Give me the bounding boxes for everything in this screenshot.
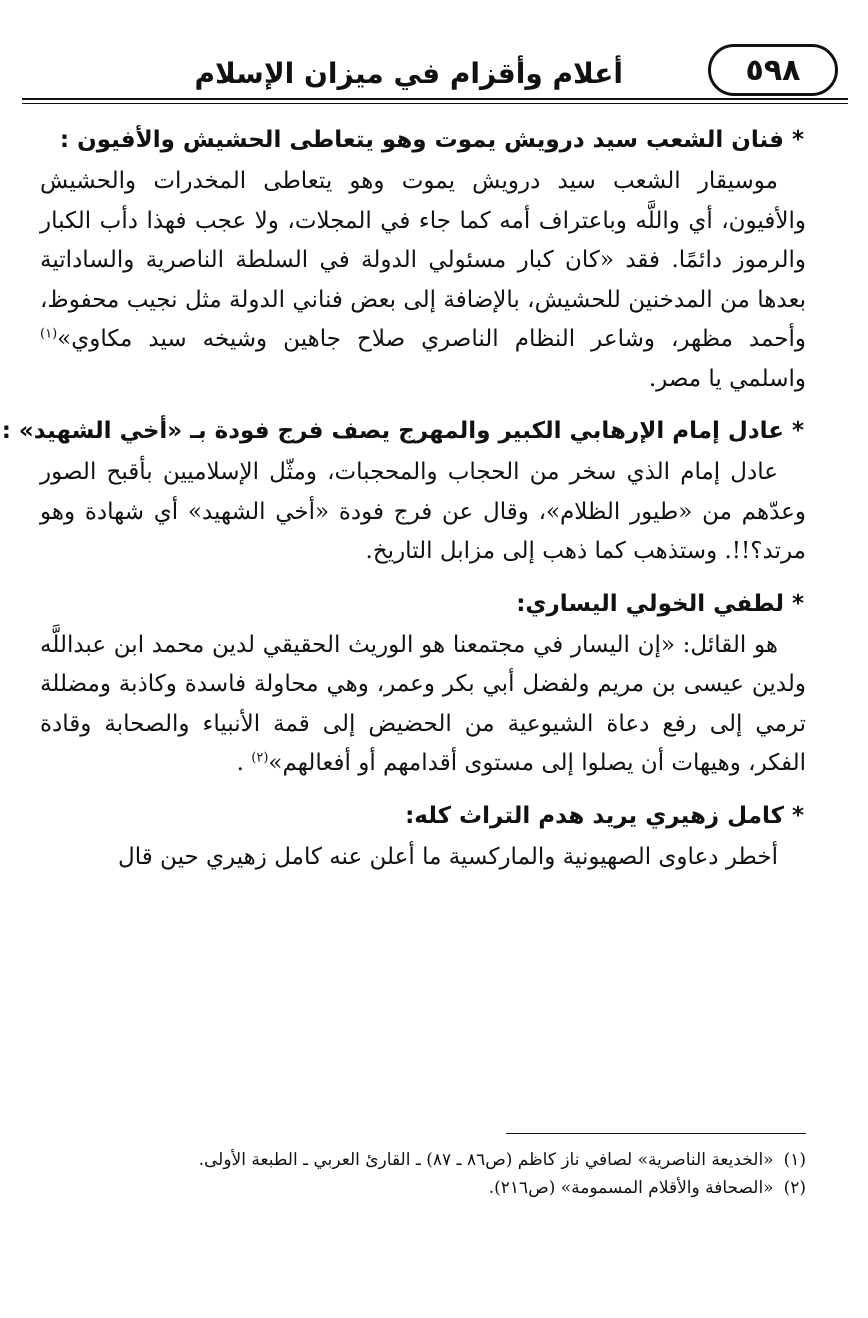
- heading-text: عادل إمام الإرهابي الكبير والمهرج يصف فرج فودة بـ «أخي الشهيد» :: [1, 418, 784, 444]
- section-lutfi-khouli: [40, 584, 806, 784]
- running-header: [22, 44, 848, 106]
- footnote-separator: [506, 1133, 806, 1134]
- section-paragraph: [40, 162, 806, 399]
- paragraph-text: .: [236, 750, 252, 776]
- section-paragraph: [40, 838, 806, 878]
- asterisk-marker: *: [791, 590, 804, 617]
- section-kamel-zoheiry: [40, 796, 806, 878]
- book-title: أعلام وأقزام في ميزان الإسلام: [194, 57, 623, 90]
- paragraph-text: موسيقار الشعب سيد درويش يموت وهو يتعاطى المخدرات والحشيش والأفيون، أي واللَّه وباعتراف أمه كما جاء في المجلات، ولا عجب فهذا دأب الكبار والرموز دائمًا. فقد «كان كبار مسئولي الدولة في السلطة الناصرية والساداتية بعدها من المدخنين للحشيش، بالإضافة إلى بعض فناني الدولة مثل نجيب محفوظ، وأحمد مظهر، وشاعر النظام الناصري صلاح جاهين وشيخه سيد مكاوي»: [40, 168, 806, 352]
- spacer: [40, 572, 806, 584]
- asterisk-marker: *: [791, 802, 804, 829]
- footnote-1: [40, 1146, 806, 1174]
- heading-text: لطفي الخولي اليساري:: [516, 590, 784, 617]
- paragraph-text: واسلمي يا مصر.: [648, 365, 806, 392]
- heading-text: فنان الشعب سيد درويش يموت وهو يتعاطى الحشيش والأفيون :: [59, 127, 784, 153]
- main-text: [1, 120, 806, 877]
- footnotes: [40, 1146, 806, 1202]
- footnote-number: (١): [783, 1150, 806, 1170]
- footnote-number: (٢): [783, 1178, 806, 1198]
- footnote-text: «الخديعة الناصرية» لصافي ناز كاظم (ص٨٦ ـ ٨٧) ـ القارئ العربي ـ الطبعة الأولى.: [198, 1150, 774, 1170]
- heading-text: كامل زهيري يريد هدم التراث كله:: [405, 802, 784, 829]
- spacer: [40, 784, 806, 796]
- page-number: ٥٩٨: [708, 44, 838, 96]
- section-paragraph: [40, 626, 806, 784]
- paragraph-text: هو القائل: «إن اليسار في مجتمعنا هو الوريث الحقيقي لدين محمد ابن عبداللَّه ولدين عيسى بن مريم ولفضل أبي بكر وعمر، وهي محاولة فاسدة وكاذبة ومضللة ترمي إلى رفع دعاة الشيوعية من الحضيض إلى قمة الأنبياء والصحابة وقادة الفكر، وهيهات أن يصلوا إلى مستوى أقدامهم أو أفعالهم»: [40, 631, 806, 776]
- section-heading: [40, 796, 806, 836]
- section-sayed-darwish: [40, 120, 806, 399]
- header-rule-thin: [22, 103, 848, 104]
- section-heading: [40, 584, 806, 624]
- footnote-text: «الصحافة والأقلام المسمومة» (ص٢١٦).: [488, 1178, 774, 1198]
- asterisk-marker: *: [791, 418, 804, 444]
- section-heading: [40, 120, 806, 160]
- asterisk-marker: *: [791, 127, 804, 153]
- spacer: [40, 399, 806, 411]
- section-paragraph: [40, 453, 806, 572]
- paragraph-text: عادل إمام الذي سخر من الحجاب والمحجبات، ومثّل الإسلاميين بأقبح الصور وعدّهم من «طيور الظلام»، وقال عن فرج فودة «أخي الشهيد» أي شهادة وهو مرتد؟!!. وستذهب كما ذهب إلى مزابل التاريخ.: [40, 459, 806, 564]
- paragraph-text: أخطر دعاوى الصهيونية والماركسية ما أعلن عنه كامل زهيري حين قال: [118, 843, 778, 870]
- section-heading: [1, 411, 806, 451]
- header-rule: [22, 98, 848, 100]
- footnote-2: [40, 1174, 806, 1202]
- footnote-ref-2: (٢): [251, 750, 269, 766]
- footnote-ref-1: (١): [40, 326, 58, 342]
- section-adel-imam: [1, 411, 806, 572]
